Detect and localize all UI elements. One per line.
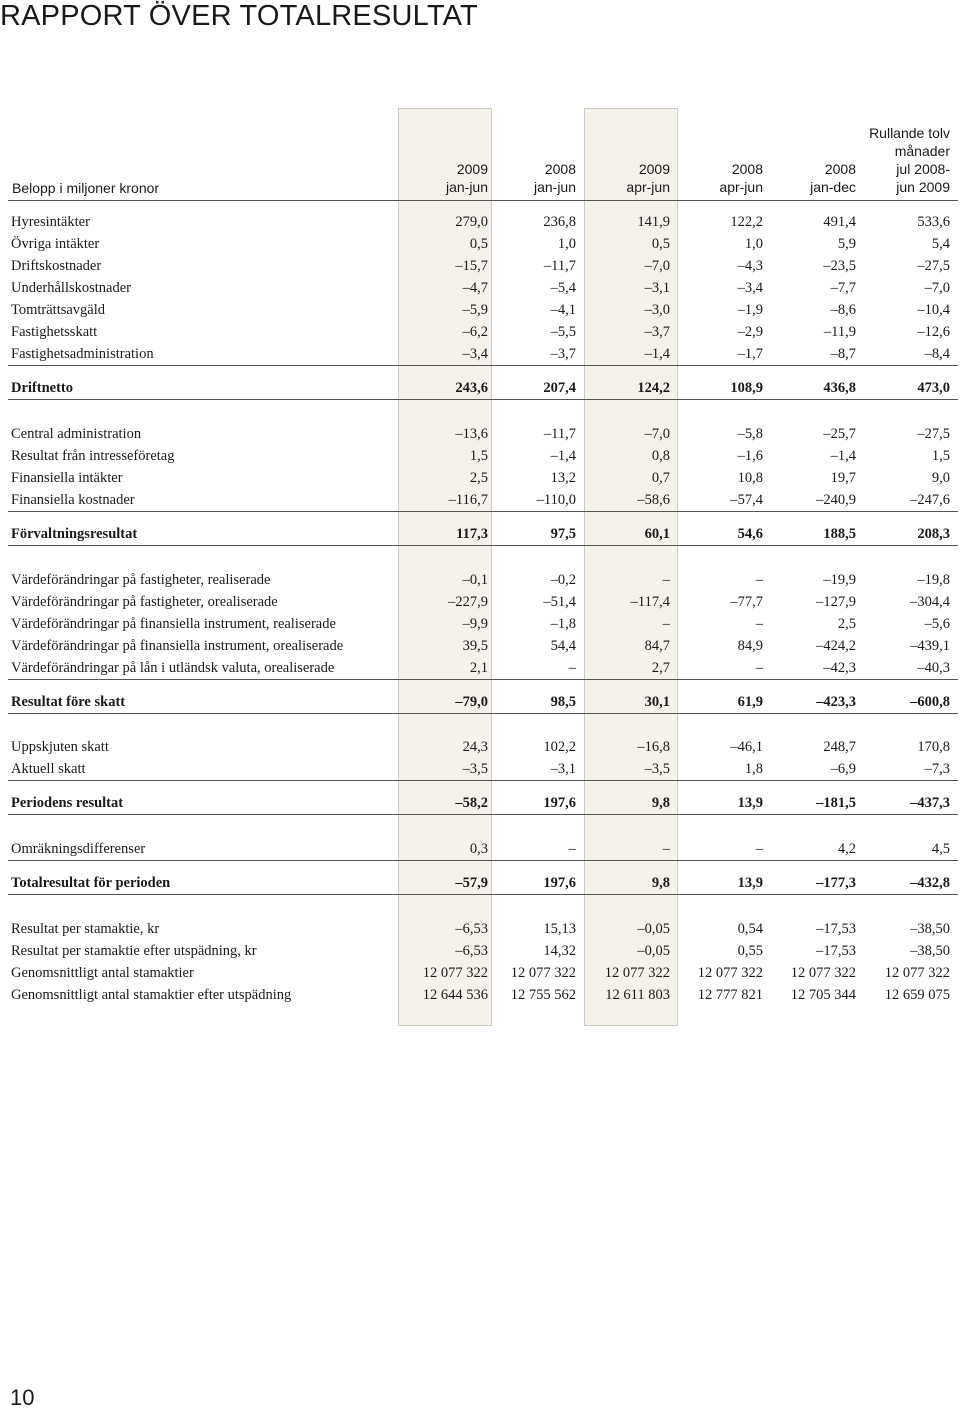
row-value: –	[755, 660, 763, 676]
row-label: Resultat före skatt	[11, 694, 126, 710]
row-value: –11,9	[823, 324, 856, 340]
table-row	[0, 635, 960, 657]
row-value: –424,2	[816, 638, 856, 654]
row-value: –3,7	[644, 324, 670, 340]
row-value: –6,53	[455, 943, 488, 959]
row-label: Underhållskostnader	[11, 280, 131, 296]
row-value: –181,5	[816, 795, 856, 811]
row-value: 84,7	[644, 638, 670, 654]
row-value: –8,7	[830, 346, 856, 362]
row-label: Resultat från intresseföretag	[11, 448, 175, 464]
table-row	[0, 255, 960, 277]
header-col-2: 2008 jan-jun	[533, 161, 576, 195]
table-row	[0, 918, 960, 940]
header-col-1: 2009 jan-jun	[445, 161, 488, 195]
row-value: –42,3	[823, 660, 856, 676]
row-value: 0,54	[737, 921, 763, 937]
row-value: –3,5	[462, 761, 488, 777]
row-value: –16,8	[637, 739, 670, 755]
row-value: 108,9	[730, 380, 763, 396]
row-value: –439,1	[910, 638, 950, 654]
row-value: –10,4	[917, 302, 950, 318]
row-value: 188,5	[823, 526, 856, 542]
page-number: 10	[10, 1385, 35, 1410]
row-value: –58,6	[637, 492, 670, 508]
row-value: 197,6	[543, 875, 576, 891]
row-value: 13,9	[737, 875, 763, 891]
row-value: 491,4	[823, 214, 856, 230]
row-value: –6,9	[830, 761, 856, 777]
row-value: –5,4	[550, 280, 576, 296]
row-label: Värdeförändringar på finansiella instrument, realiserade	[11, 616, 336, 632]
row-value: –7,0	[644, 258, 670, 274]
row-value: 1,0	[744, 236, 763, 252]
table-row	[0, 343, 960, 365]
row-value: –3,4	[462, 346, 488, 362]
row-value: –	[662, 572, 670, 588]
row-value: –240,9	[816, 492, 856, 508]
row-value: –6,2	[462, 324, 488, 340]
row-value: 4,5	[931, 841, 950, 857]
row-label: Resultat per stamaktie efter utspädning, kr	[11, 943, 257, 959]
row-label: Värdeförändringar på fastigheter, realiserade	[11, 572, 271, 588]
row-value: –3,4	[737, 280, 763, 296]
row-value: 12 077 322	[604, 965, 670, 981]
row-value: 12 644 536	[422, 987, 488, 1003]
row-value: 39,5	[462, 638, 488, 654]
row-value: –1,9	[737, 302, 763, 318]
row-value: –4,3	[737, 258, 763, 274]
row-value: –5,6	[924, 616, 950, 632]
row-value: –1,6	[737, 448, 763, 464]
row-value: 54,6	[737, 526, 763, 542]
row-value: –437,3	[910, 795, 950, 811]
row-value: –8,4	[924, 346, 950, 362]
row-label: Fastighetsskatt	[11, 324, 98, 340]
row-value: 60,1	[644, 526, 670, 542]
row-label: Hyresintäkter	[11, 214, 90, 230]
row-label: Förvaltningsresultat	[11, 526, 138, 542]
row-value: 14,32	[543, 943, 576, 959]
table-row	[0, 299, 960, 321]
row-label: Värdeförändringar på fastigheter, orealiserade	[11, 594, 278, 610]
row-label: Driftnetto	[11, 380, 74, 396]
row-value: 12 705 344	[790, 987, 856, 1003]
table-row	[0, 962, 960, 984]
row-value: –46,1	[730, 739, 763, 755]
row-value: 30,1	[644, 694, 670, 710]
row-value: –25,7	[823, 426, 856, 442]
row-label: Resultat per stamaktie, kr	[11, 921, 160, 937]
row-divider	[8, 713, 958, 714]
row-value: 2,5	[837, 616, 856, 632]
row-value: –432,8	[910, 875, 950, 891]
row-value: 12 077 322	[510, 965, 576, 981]
row-value: 117,3	[456, 526, 488, 542]
row-value: –110,0	[536, 492, 576, 508]
row-value: 13,2	[550, 470, 576, 486]
row-value: –23,5	[823, 258, 856, 274]
row-value: –	[755, 616, 763, 632]
row-value: 24,3	[462, 739, 488, 755]
row-label: Omräkningsdifferenser	[11, 841, 146, 857]
row-value: 9,0	[931, 470, 950, 486]
row-value: –3,7	[550, 346, 576, 362]
row-value: –8,6	[830, 302, 856, 318]
row-value: –7,0	[924, 280, 950, 296]
row-value: –2,9	[737, 324, 763, 340]
row-label: Driftskostnader	[11, 258, 102, 274]
row-value: –5,8	[737, 426, 763, 442]
row-value: –	[568, 841, 576, 857]
row-value: –0,2	[550, 572, 576, 588]
row-value: 279,0	[455, 214, 488, 230]
table-row	[0, 277, 960, 299]
row-value: 0,5	[469, 236, 488, 252]
table-row	[0, 984, 960, 1006]
row-label: Fastighetsadministration	[11, 346, 154, 362]
row-value: 0,5	[651, 236, 670, 252]
row-divider	[8, 814, 958, 815]
row-value: –1,4	[830, 448, 856, 464]
row-value: –	[662, 616, 670, 632]
header-unit-label: Belopp i miljoner kronor	[12, 180, 160, 196]
row-value: 10,8	[737, 470, 763, 486]
row-value: –11,7	[543, 258, 576, 274]
row-value: 19,7	[830, 470, 856, 486]
table-row	[0, 657, 960, 679]
row-value: –127,9	[816, 594, 856, 610]
table-row	[0, 691, 960, 713]
row-value: 12 077 322	[884, 965, 950, 981]
row-divider	[8, 365, 958, 366]
row-value: 15,13	[543, 921, 576, 937]
row-value: –5,5	[550, 324, 576, 340]
row-value: –9,9	[462, 616, 488, 632]
row-value: 12 077 322	[697, 965, 763, 981]
row-value: 1,5	[931, 448, 950, 464]
row-value: 98,5	[550, 694, 576, 710]
table-row	[0, 523, 960, 545]
row-value: 102,2	[543, 739, 576, 755]
row-value: –0,1	[462, 572, 488, 588]
row-value: –6,53	[455, 921, 488, 937]
row-label: Central administration	[11, 426, 142, 442]
table-row	[0, 736, 960, 758]
row-value: –7,7	[830, 280, 856, 296]
row-value: 197,6	[543, 795, 576, 811]
row-value: –3,5	[644, 761, 670, 777]
row-value: –40,3	[917, 660, 950, 676]
row-divider	[8, 860, 958, 861]
row-value: 84,9	[737, 638, 763, 654]
row-value: 12 611 803	[605, 987, 670, 1003]
row-value: –19,8	[917, 572, 950, 588]
row-value: –57,4	[730, 492, 763, 508]
row-value: –1,8	[550, 616, 576, 632]
row-value: 4,2	[837, 841, 856, 857]
header-col-3: 2009 apr-jun	[626, 161, 670, 195]
row-value: 1,5	[469, 448, 488, 464]
table-row	[0, 489, 960, 511]
row-value: 2,1	[469, 660, 488, 676]
row-value: 12 777 821	[697, 987, 763, 1003]
row-value: –3,0	[644, 302, 670, 318]
row-value: 0,55	[737, 943, 763, 959]
table-row	[0, 423, 960, 445]
row-value: –15,7	[455, 258, 488, 274]
row-divider	[8, 399, 958, 400]
row-value: –4,7	[462, 280, 488, 296]
row-value: –1,4	[644, 346, 670, 362]
row-value: 12 659 075	[884, 987, 950, 1003]
row-value: –3,1	[644, 280, 670, 296]
row-label: Övriga intäkter	[11, 236, 100, 252]
row-value: 208,3	[917, 526, 950, 542]
row-value: 533,6	[917, 214, 950, 230]
row-label: Genomsnittligt antal stamaktier efter utspädning	[11, 987, 292, 1003]
row-divider	[8, 894, 958, 895]
row-value: –12,6	[917, 324, 950, 340]
row-label: Tomträttsavgäld	[11, 302, 106, 318]
row-value: 207,4	[543, 380, 576, 396]
row-value: 5,4	[931, 236, 950, 252]
row-value: –	[662, 841, 670, 857]
row-value: –1,7	[737, 346, 763, 362]
row-value: –5,9	[462, 302, 488, 318]
row-value: –117,4	[630, 594, 670, 610]
table-row	[0, 467, 960, 489]
header-col-5: 2008 jan-dec	[810, 161, 856, 195]
row-value: 9,8	[651, 875, 670, 891]
header-col-6: Rullande tolv månader jul 2008- jun 2009	[869, 125, 950, 195]
row-value: –	[568, 660, 576, 676]
row-value: –27,5	[917, 426, 950, 442]
row-value: 0,7	[651, 470, 670, 486]
row-divider	[8, 511, 958, 512]
row-value: –177,3	[816, 875, 856, 891]
row-value: 243,6	[455, 380, 488, 396]
row-value: –4,1	[550, 302, 576, 318]
row-label: Aktuell skatt	[11, 761, 86, 777]
row-value: 12 077 322	[790, 965, 856, 981]
row-value: –19,9	[823, 572, 856, 588]
row-value: 54,4	[550, 638, 576, 654]
row-value: 170,8	[917, 739, 950, 755]
row-value: –38,50	[910, 943, 950, 959]
row-value: –58,2	[455, 795, 488, 811]
row-value: 473,0	[917, 380, 950, 396]
row-value: 97,5	[550, 526, 576, 542]
table-row	[0, 940, 960, 962]
row-value: –227,9	[448, 594, 488, 610]
row-value: –3,1	[550, 761, 576, 777]
row-value: –79,0	[455, 694, 488, 710]
row-value: –51,4	[543, 594, 576, 610]
row-value: –77,7	[730, 594, 763, 610]
table-row	[0, 872, 960, 894]
row-value: –116,7	[448, 492, 488, 508]
row-value: –7,0	[644, 426, 670, 442]
row-value: 2,7	[651, 660, 670, 676]
table-row	[0, 377, 960, 399]
table-row	[0, 838, 960, 860]
row-value: 0,8	[651, 448, 670, 464]
row-value: 1,0	[557, 236, 576, 252]
row-label: Värdeförändringar på lån i utländsk valuta, orealiserade	[11, 660, 335, 676]
row-value: –57,9	[455, 875, 488, 891]
row-value: –38,50	[910, 921, 950, 937]
row-value: 1,8	[744, 761, 763, 777]
row-value: –7,3	[924, 761, 950, 777]
row-value: –247,6	[910, 492, 950, 508]
page-title: RAPPORT ÖVER TOTALRESULTAT	[0, 0, 478, 32]
row-value: 236,8	[543, 214, 576, 230]
row-value: –13,6	[455, 426, 488, 442]
row-value: 61,9	[737, 694, 763, 710]
table-row	[0, 792, 960, 814]
table-row	[0, 233, 960, 255]
row-divider	[8, 679, 958, 680]
row-value: 124,2	[637, 380, 670, 396]
row-value: 12 077 322	[422, 965, 488, 981]
row-value: 141,9	[637, 214, 670, 230]
table-row	[0, 445, 960, 467]
row-label: Värdeförändringar på finansiella instrument, orealiserade	[11, 638, 344, 654]
row-value: –0,05	[637, 943, 670, 959]
table-row	[0, 569, 960, 591]
row-value: 0,3	[469, 841, 488, 857]
table-row	[0, 321, 960, 343]
row-label: Finansiella kostnader	[11, 492, 135, 508]
row-label: Uppskjuten skatt	[11, 739, 109, 755]
header-col-4: 2008 apr-jun	[719, 161, 763, 195]
table-row	[0, 211, 960, 233]
row-divider	[8, 545, 958, 546]
row-value: 436,8	[823, 380, 856, 396]
row-value: 13,9	[737, 795, 763, 811]
row-value: –600,8	[910, 694, 950, 710]
table-row	[0, 613, 960, 635]
row-divider	[8, 780, 958, 781]
header-divider	[8, 200, 958, 201]
row-value: 248,7	[823, 739, 856, 755]
table-row	[0, 591, 960, 613]
row-value: –423,3	[816, 694, 856, 710]
row-value: –0,05	[637, 921, 670, 937]
row-label: Finansiella intäkter	[11, 470, 123, 486]
row-value: –	[755, 841, 763, 857]
row-value: 5,9	[837, 236, 856, 252]
table-header	[0, 112, 960, 198]
row-label: Genomsnittligt antal stamaktier	[11, 965, 194, 981]
row-value: 122,2	[730, 214, 763, 230]
row-value: –304,4	[910, 594, 950, 610]
row-value: –11,7	[543, 426, 576, 442]
row-label: Periodens resultat	[11, 795, 124, 811]
row-value: –1,4	[550, 448, 576, 464]
row-value: 12 755 562	[510, 987, 576, 1003]
row-value: 9,8	[651, 795, 670, 811]
row-value: –27,5	[917, 258, 950, 274]
row-value: –17,53	[816, 921, 856, 937]
table-row	[0, 758, 960, 780]
row-value: 2,5	[469, 470, 488, 486]
row-label: Totalresultat för perioden	[11, 875, 171, 891]
row-value: –	[755, 572, 763, 588]
row-value: –17,53	[816, 943, 856, 959]
